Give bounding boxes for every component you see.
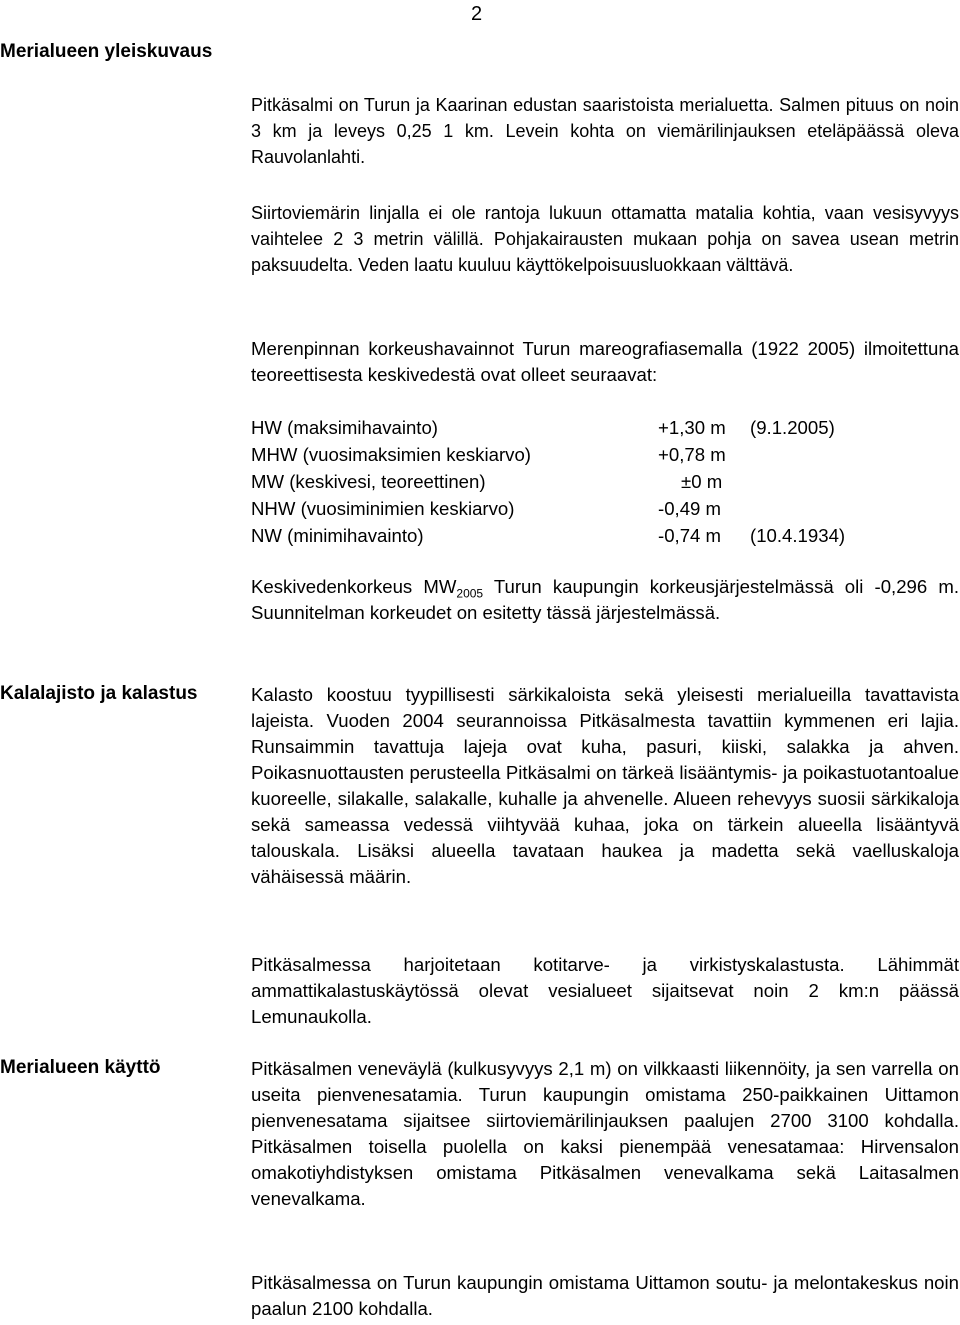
paragraph: Pitkäsalmen veneväylä (kulkusyvyys 2,1 m) on vilkkaasti liikennöity, ja sen varrella on useita pienvenesatamia. Turun kaupungin omistama 250-paikkainen Uittamon pienvenesatama sijaitsee siirtoviemärilinjauksen paalujen 2700 3100 kohdalla. Pitkäsalmen toisella puolella on kaksi pienempää venesatamaa: Hirvensalon omakotiyhdistyksen omistama Pitkäsalmen venevalkama sekä Laitasalmen venevalkama. [251,1058,959,1209]
paragraph: Merenpinnan korkeushavainnot Turun mareografiasemalla (1922 2005) ilmoitettuna teoreettisesta keskivedestä ovat olleet seuraavat: [251,338,959,385]
table-date: (9.1.2005) [750,417,835,438]
paragraph: Pitkäsalmi on Turun ja Kaarinan edustan saaristoista merialuetta. Salmen pituus on noin 3 km ja leveys 0,25 1 km. Levein kohta on viemärilinjauksen eteläpäässä oleva Rauvolanlahti. [251,95,959,167]
mw-note-subscript: 2005 [456,586,484,601]
paragraph: Pitkäsalmessa on Turun kaupungin omistama Uittamon soutu- ja melontakeskus noin paalun 2100 kohdalla. [251,1272,959,1319]
mw-note-pre: Keskivedenkorkeus MW [251,576,457,597]
section-heading-use: Merialueen käyttö [0,1057,161,1078]
table-term: NW (minimihavainto) [251,525,424,546]
paragraph: Siirtoviemärin linjalla ei ole rantoja lukuun ottamatta matalia kohtia, vaan vesisyvyys vaihtelee 2 3 metrin välillä. Pohjakairausten mukaan pohja on savea usean metrin paksuudelta. Veden laatu kuuluu käyttökelpoisuusluokkaan välttävä. [251,203,959,275]
table-term: NHW (vuosiminimien keskiarvo) [251,498,515,519]
table-term: MHW (vuosimaksimien keskiarvo) [251,444,531,465]
table-term: MW (keskivesi, teoreettinen) [251,471,486,492]
section-heading-overview: Merialueen yleiskuvaus [0,41,213,62]
page-number: 2 [471,3,483,25]
table-date: (10.4.1934) [750,525,846,546]
table-value: -0,74 m [658,525,722,546]
mw-note [251,574,959,626]
table-value: +0,78 m [658,444,726,465]
table-value: +1,30 m [658,417,726,438]
table-value: ±0 m [681,471,723,492]
table-term: HW (maksimihavainto) [251,417,438,438]
paragraph: Kalasto koostuu tyypillisesti särkikaloista sekä yleisesti merialueilla tavattavista lajeista. Vuoden 2004 seurannoissa Pitkäsalmesta tavattiin kymmenen eri lajia. Runsaimmin tavattuja lajeja ovat kuha, pasuri, kiiski, salakka ja ahven. Poikasnuottausten perusteella Pitkäsalmi on tärkeä lisääntymis- ja poikastuotantoalue kuoreelle, silakalle, salakalle, kuhalle ja ahvenelle. Alueen rehevyys suosii särkikaloja sekä sameassa vedessä viihtyvää kuhaa, joka on tärkein alueella lisääntyvä talouskala. Lisäksi alueella tavataan haukea ja madetta sekä vaelluskaloja vähäisessä määrin. [251,684,959,887]
paragraph: Pitkäsalmessa harjoitetaan kotitarve- ja virkistyskalastusta. Lähimmät ammattikalastuskäytössä olevat vesialueet sijaitsevat noin 2 km:n päässä Lemunaukolla. [251,954,959,1027]
section-heading-fish: Kalalajisto ja kalastus [0,683,198,704]
mw-note-post: Turun kaupungin korkeusjärjestelmässä oli -0,296 m. Suunnitelman korkeudet on esitetty tässä järjestelmässä. [251,576,959,623]
table-value: -0,49 m [658,498,722,519]
